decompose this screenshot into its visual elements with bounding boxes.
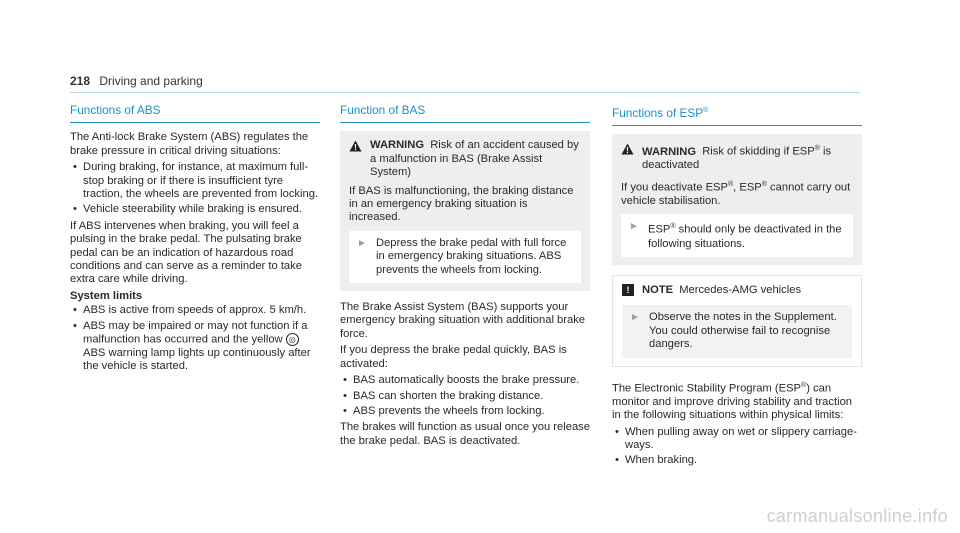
column-abs [70,104,320,377]
warning-triangle-icon [621,143,634,155]
exclamation-icon: ! [622,284,634,296]
warning-text: Risk of an accident caused by a malfunction in BAS (Brake Assist System) [370,139,579,179]
abs-warning-lamp-icon: ◎ [286,333,299,346]
esp-title [612,104,862,126]
esp-bullets [612,426,862,468]
list-item: • BAS can shorten the braking distance. [340,390,590,403]
abs-bullets [70,161,320,217]
esp-paragraph-text: ) can monitor and improve driving stability and traction in the following situations within physical limits: [612,382,853,422]
watermark: carmanualsonline.info [766,506,948,526]
note-action [622,305,852,357]
list-item: • When braking. [612,454,862,467]
list-item: • ABS prevents the wheels from locking. [340,405,590,418]
note-text: Mercedes-AMG vehicles [679,283,802,296]
warning-heading [370,139,581,179]
header-divider [70,92,860,93]
esp-title-text: Functions of ESP [612,105,704,120]
warning-triangle-icon [349,140,362,152]
warning-body [621,178,853,209]
warning-body: If BAS is malfunctioning, the braking distance in an emergency braking situation is increased. [349,184,574,224]
section-title: Driving and parking [99,74,203,88]
bas-paragraph: The brakes will function as usual once you release the brake pedal. BAS is deactivated. [340,421,590,447]
list-item: • BAS automatically boosts the brake pressure. [340,374,590,387]
warning-body-text: cannot carry out vehicle stabilisation. [621,181,851,208]
registered-mark: ® [814,145,820,153]
action-text [648,220,845,251]
list-item: • Vehicle steerability while braking is ensured. [70,203,320,216]
list-item [70,320,320,374]
warning-action [621,214,853,257]
column-esp [612,104,862,471]
bas-title: Function of BAS [340,104,590,123]
warning-label: WARNING [642,146,697,159]
esp-paragraph [612,379,862,423]
abs-title: Functions of ABS [70,104,320,123]
abs-intro: The Anti-lock Brake System (ABS) regulates the brake pressure in critical driving situations: [70,131,309,157]
registered-mark: ® [703,107,709,114]
registered-mark: ® [727,180,734,188]
list-item: • ABS is active from speeds of approx. 5 km/h. [70,304,320,317]
warning-header [621,142,853,173]
warning-text: is deactivated [642,146,832,172]
note-header [622,284,852,297]
bas-bullets [340,374,590,418]
arrow-right-icon: ► [357,237,367,249]
action-text-part: ESP [648,224,671,237]
list-item: • When pulling away on wet or slippery carriage-ways. [612,426,862,453]
bas-paragraph: If you depress the brake pedal quickly, BAS is activated: [340,344,567,370]
action-text: Observe the notes in the Supplement. You could otherwise fail to recognise dangers. [649,311,837,351]
warning-text: Risk of skidding if ESP [702,146,815,159]
action-text: Depress the brake pedal with full force in emergency braking situations. ABS prevents the wheels from locking. [376,236,567,276]
limits-list [70,304,320,373]
list-item: • During braking, for instance, at maximum full-stop braking or if there is insufficient tyre traction, the wheels are prevented from locking. [70,161,320,201]
warning-box [612,134,862,265]
system-limits-heading: System limits [70,289,143,302]
arrow-right-icon: ► [629,221,639,233]
arrow-right-icon: ► [630,312,640,324]
warning-heading [642,142,853,173]
registered-mark: ® [761,180,767,188]
column-bas [340,104,590,451]
warning-body-text: If you deactivate ESP [621,181,728,194]
page-number: 218 [70,74,91,88]
limit-text: ABS warning lamp lights up continuously after the vehicle is started. [83,346,311,373]
bas-paragraph: The Brake Assist System (BAS) supports your emergency braking situation with additional brake force. [340,301,586,340]
warning-box [340,131,590,291]
registered-mark: ® [801,381,807,389]
action-text-part: should only be deactivated in the following situations. [648,224,842,250]
note-label: NOTE [642,283,674,296]
limit-text: ABS may be impaired or may not function if a malfunction has occurred and the yellow [83,319,308,346]
registered-mark: ® [670,223,676,231]
abs-paragraph: If ABS intervenes when braking, you will feel a pulsing in the brake pedal. The pulsating brake pedal can be an indication of hazardous road conditions and can serve as a reminder to take extra care while driving. [70,219,302,286]
warning-body-text: , ESP [733,181,762,194]
esp-paragraph-text: The Electronic Stability Program (ESP [612,382,802,395]
warning-label: WARNING [370,139,425,152]
note-box [612,275,862,367]
warning-header [349,139,581,179]
warning-action [349,231,581,283]
page-header [70,74,203,88]
